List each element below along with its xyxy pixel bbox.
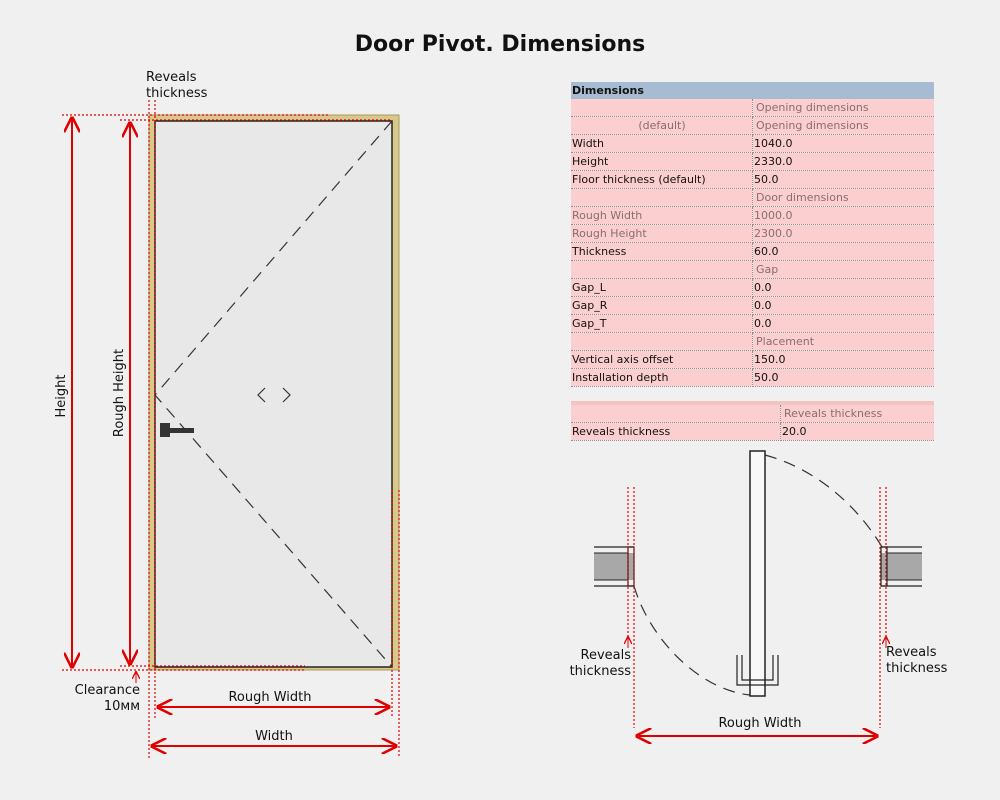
parameter-name: Width [571, 135, 753, 153]
parameter-name [571, 405, 781, 423]
table-row[interactable] [571, 225, 934, 243]
parameter-name: Height [571, 153, 753, 171]
parameter-value[interactable]: 50.0 [753, 171, 935, 189]
swing-arc-left [634, 586, 750, 695]
door-leaf-plan [750, 451, 765, 696]
table-row[interactable] [571, 153, 934, 171]
parameter-name: Gap_L [571, 279, 753, 297]
parameter-value[interactable]: 1040.0 [753, 135, 935, 153]
parameter-name: Rough Width [571, 207, 753, 225]
plan-reveals-right-line1: Reveals [886, 645, 937, 660]
parameter-value[interactable]: 1000.0 [753, 207, 935, 225]
parameter-name [571, 333, 753, 351]
parameter-name: Rough Height [571, 225, 753, 243]
reveals-thickness-label-line1: Reveals [146, 70, 197, 85]
parameter-value[interactable]: 2330.0 [753, 153, 935, 171]
parameter-value[interactable]: 0.0 [753, 279, 935, 297]
parameter-name [571, 189, 753, 207]
parameter-name: Reveals thickness [571, 423, 781, 441]
swing-arc-right [765, 455, 882, 547]
parameter-name: Installation depth [571, 369, 753, 387]
parameter-name [571, 99, 753, 117]
table-header: Dimensions [571, 82, 934, 99]
table-group-row[interactable] [571, 261, 934, 279]
parameter-name: Gap_R [571, 297, 753, 315]
parameter-value[interactable]: 150.0 [753, 351, 935, 369]
clearance-label-line2: 10мм [103, 699, 140, 714]
wall-right [881, 547, 922, 586]
parameter-name: Thickness [571, 243, 753, 261]
parameter-value[interactable]: 0.0 [753, 315, 935, 333]
parameter-name: Gap_T [571, 315, 753, 333]
table-row[interactable] [571, 171, 934, 189]
parameter-group-label: Gap [753, 261, 935, 279]
table-row[interactable] [571, 351, 934, 369]
parameter-group-label: Reveals thickness [781, 405, 935, 423]
door-leaf [155, 121, 392, 667]
parameter-value[interactable]: 0.0 [753, 297, 935, 315]
parameter-value[interactable]: 2300.0 [753, 225, 935, 243]
parameter-name: (default) [571, 117, 753, 135]
page-title: Door Pivot. Dimensions [354, 32, 646, 57]
parameter-name: Vertical axis offset [571, 351, 753, 369]
front-view [54, 70, 399, 758]
parameter-value[interactable]: 60.0 [753, 243, 935, 261]
plan-reveals-left-line1: Reveals [580, 648, 631, 663]
clearance-label-line1: Clearance [74, 683, 140, 698]
table-row[interactable] [571, 243, 934, 261]
parameter-group-label: Opening dimensions [753, 117, 935, 135]
table-group-row[interactable] [571, 189, 934, 207]
plan-reveals-right-line2: thickness [886, 661, 948, 676]
table-row[interactable] [571, 315, 934, 333]
table-group-row[interactable] [571, 333, 934, 351]
parameter-group-label: Placement [753, 333, 935, 351]
table-row[interactable] [571, 297, 934, 315]
plan-reveals-left-line2: thickness [569, 664, 631, 679]
width-label: Width [255, 729, 293, 744]
parameter-group-label: Opening dimensions [753, 99, 935, 117]
parameter-group-label: Door dimensions [753, 189, 935, 207]
table-row[interactable] [571, 207, 934, 225]
parameter-value[interactable]: 20.0 [781, 423, 935, 441]
parameter-name [571, 261, 753, 279]
plan-rough-width-label: Rough Width [718, 716, 802, 731]
table-row[interactable] [571, 279, 934, 297]
table-group-row[interactable] [571, 117, 934, 135]
table-group-row[interactable] [571, 99, 934, 117]
table-row[interactable] [571, 369, 934, 387]
table-group-row[interactable] [571, 405, 934, 423]
height-label: Height [54, 374, 69, 418]
dimensions-parameter-table [571, 82, 934, 441]
rough-width-label: Rough Width [228, 690, 312, 705]
parameter-value[interactable]: 50.0 [753, 369, 935, 387]
rough-height-label: Rough Height [112, 348, 127, 438]
reveals-thickness-label-line2: thickness [146, 86, 208, 101]
parameter-name: Floor thickness (default) [571, 171, 753, 189]
plan-view [570, 451, 948, 736]
table-row[interactable] [571, 135, 934, 153]
table-row[interactable] [571, 423, 934, 441]
